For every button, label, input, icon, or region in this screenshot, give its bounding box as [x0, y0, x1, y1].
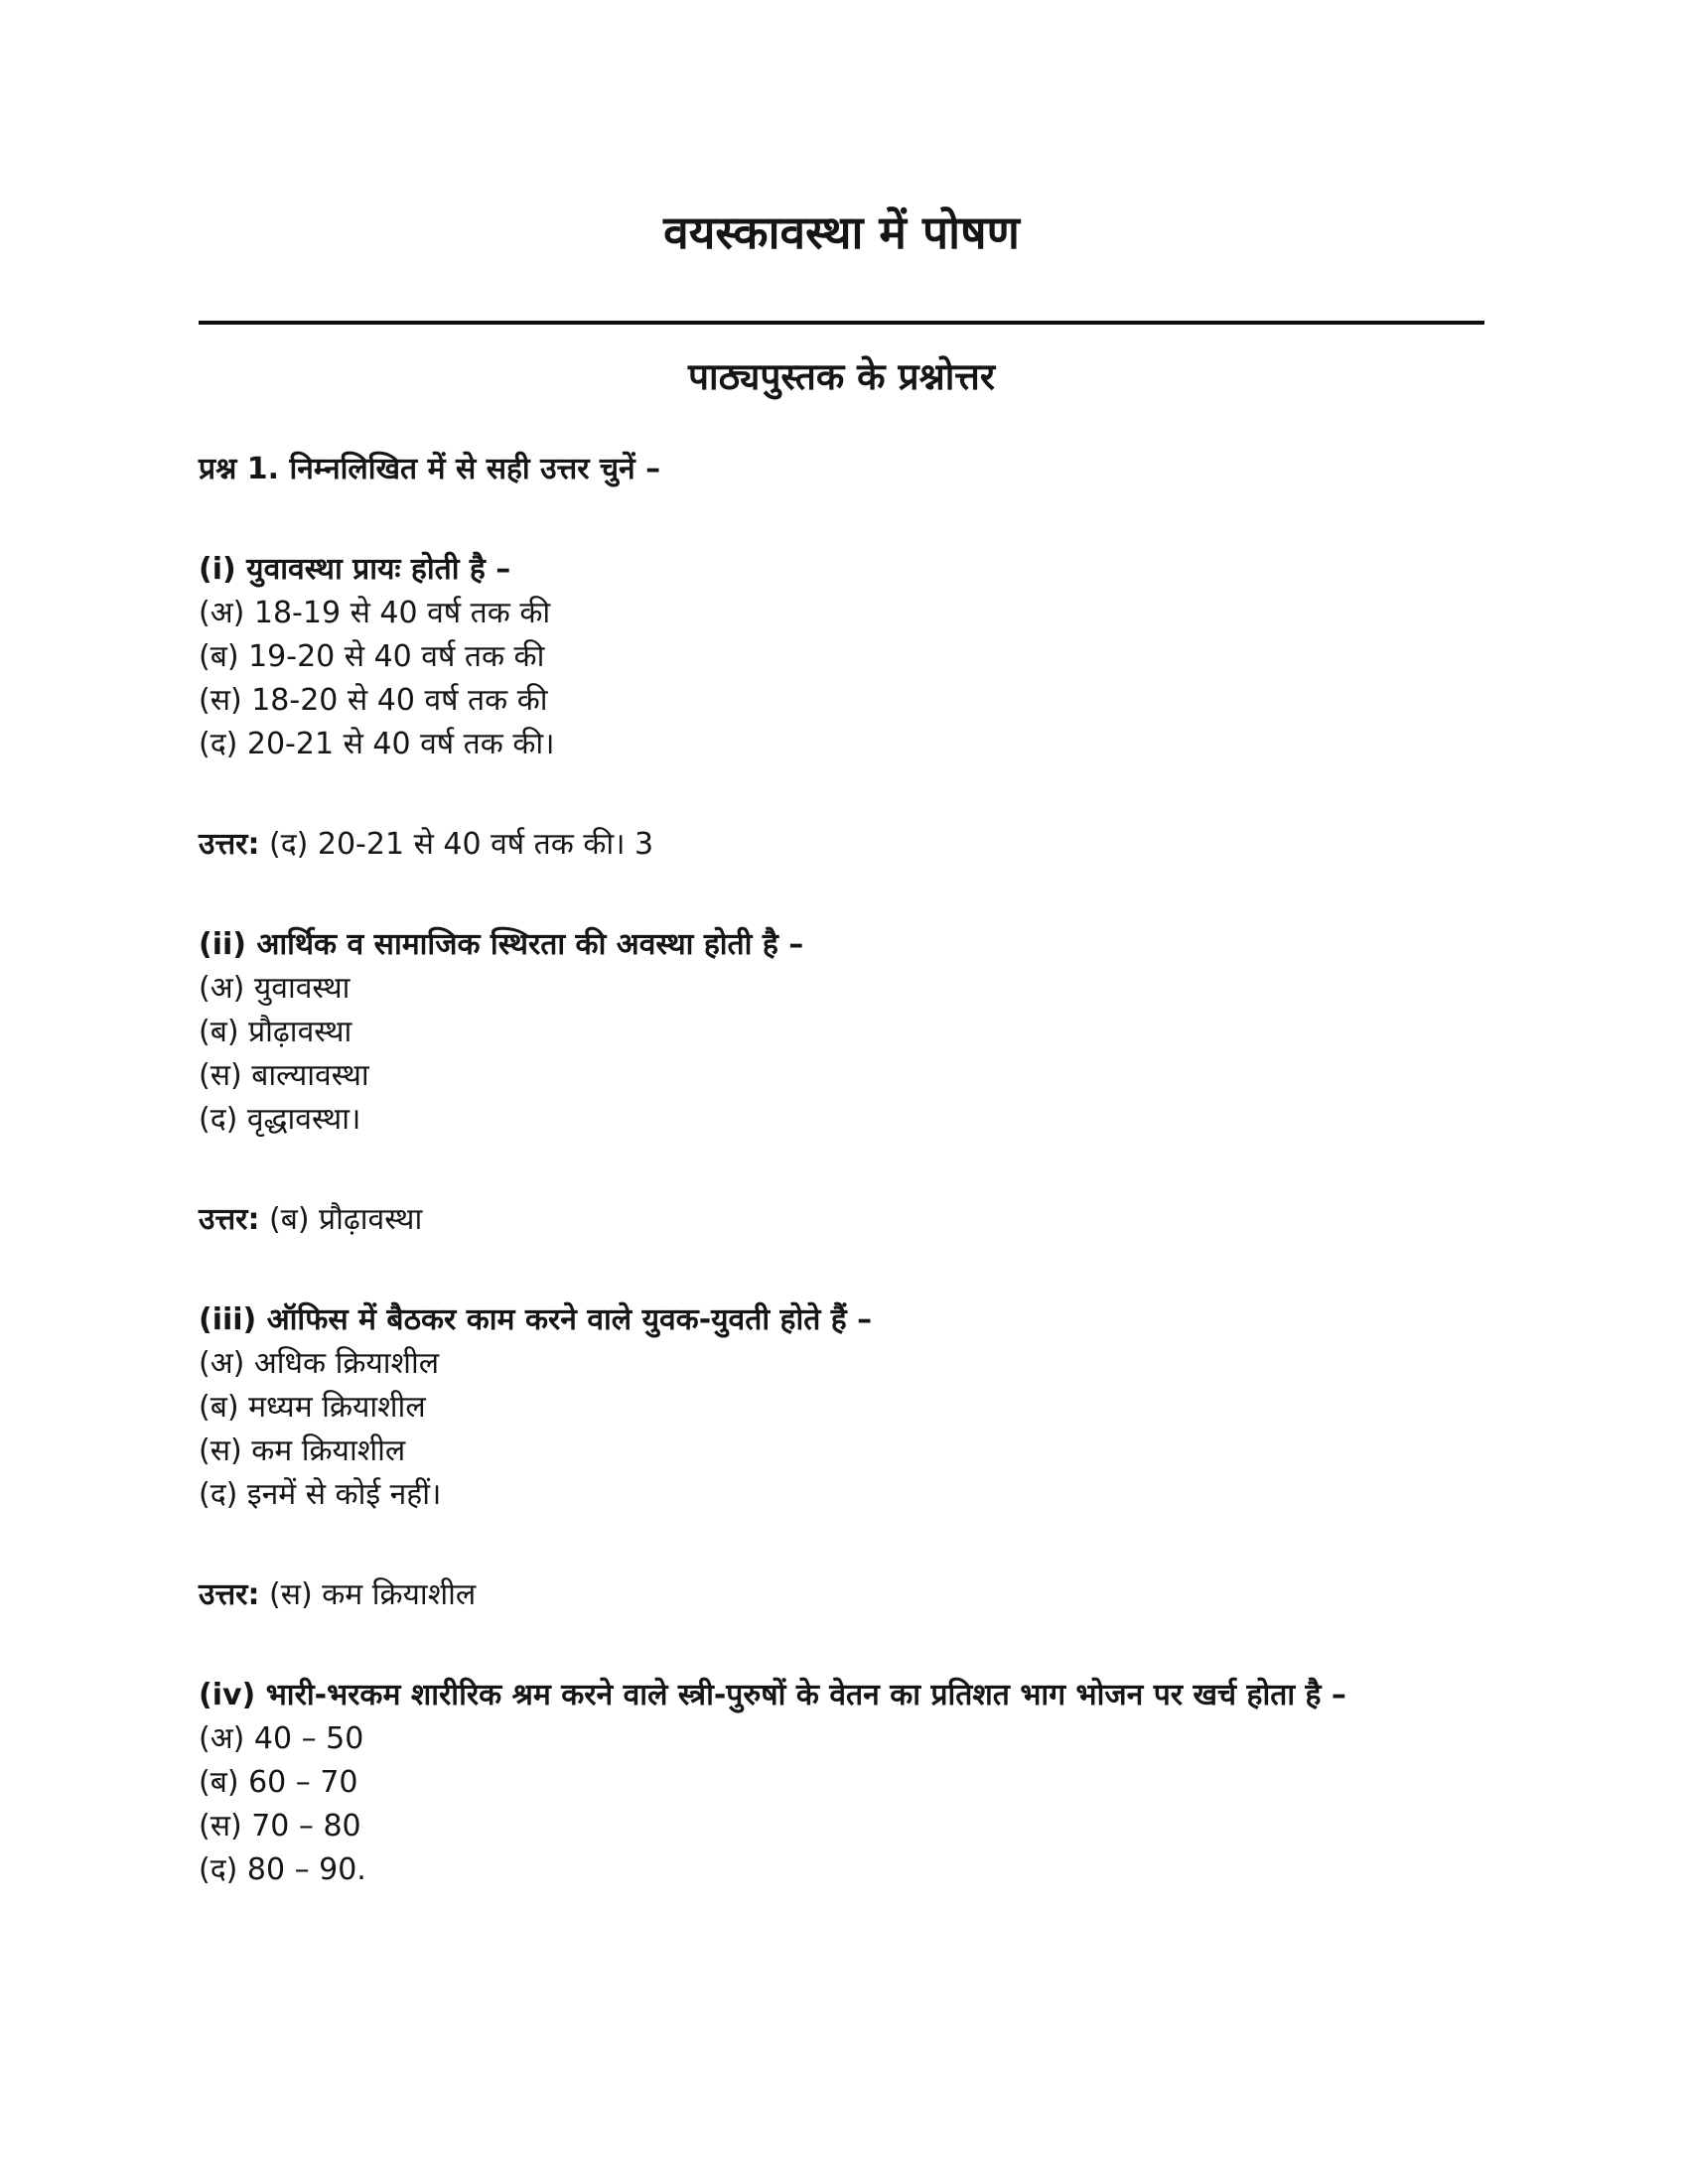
question-ii-option-a: (अ) युवावस्था [199, 971, 351, 1006]
question-iii-option-a: (अ) अधिक क्रियाशील [199, 1346, 440, 1381]
question-iii-option-d: (द) इनमें से कोई नहीं। [199, 1477, 442, 1512]
answer-i-label: उत्तर: [199, 827, 260, 862]
answer-iii-label: उत्तर: [199, 1577, 260, 1612]
question-block-ii [199, 923, 1484, 1142]
question-i-number: (i) [199, 552, 236, 587]
question-block-iii [199, 1298, 1484, 1517]
question-i-text: युवावस्था प्रायः होती है – [246, 552, 511, 587]
question-i-prompt [199, 548, 1484, 592]
question-iv-option-s: (स) 70 – 80 [199, 1809, 361, 1843]
question-iv-option-a: (अ) 40 – 50 [199, 1721, 364, 1756]
question-i-option-s: (स) 18-20 से 40 वर्ष तक की [199, 683, 548, 718]
document-title: वयस्कावस्था में पोषण [663, 205, 1020, 259]
question-iii-text: ऑफिस में बैठकर काम करने वाले युवक-युवती होते हैं – [266, 1302, 873, 1337]
section-subtitle: पाठ्यपुस्तक के प्रश्नोत्तर [688, 355, 995, 398]
question-i-option-d: (द) 20-21 से 40 वर्ष तक की। [199, 727, 555, 761]
question-iv-text: भारी-भरकम शारीरिक श्रम करने वाले स्त्री-पुरुषों के वेतन का प्रतिशत भाग भोजन पर खर्च होता है – [265, 1678, 1346, 1712]
question-iii-option-b: (ब) मध्यम क्रियाशील [199, 1390, 426, 1425]
answer-line-iii [199, 1573, 1484, 1617]
answer-line-ii [199, 1198, 1484, 1242]
question-ii-number: (ii) [199, 927, 246, 962]
question-iv-number: (iv) [199, 1678, 256, 1712]
answer-iii-text: (स) कम क्रियाशील [268, 1577, 477, 1612]
title-divider-rule [199, 321, 1484, 325]
answer-ii-label: उत्तर: [199, 1202, 260, 1237]
question-ii-option-d: (द) वृद्धावस्था। [199, 1102, 361, 1137]
question-ii-option-s: (स) बाल्यावस्था [199, 1058, 369, 1093]
answer-i-text: (द) 20-21 से 40 वर्ष तक की। 3 [268, 827, 654, 862]
question-ii-prompt [199, 923, 1484, 967]
question-iii-prompt [199, 1298, 1484, 1342]
exercise-heading: प्रश्न 1. निम्नलिखित में से सही उत्तर चुनें – [199, 452, 661, 486]
question-ii-text: आर्थिक व सामाजिक स्थिरता की अवस्था होती है – [256, 927, 804, 962]
question-iv-option-b: (ब) 60 – 70 [199, 1765, 358, 1800]
answer-ii-text: (ब) प्रौढ़ावस्था [268, 1202, 423, 1237]
question-block-iv [199, 1674, 1484, 1892]
question-iv-prompt [199, 1674, 1484, 1717]
question-iii-option-s: (स) कम क्रियाशील [199, 1433, 406, 1468]
question-block-i [199, 548, 1484, 766]
question-ii-option-b: (ब) प्रौढ़ावस्था [199, 1015, 352, 1049]
question-iii-number: (iii) [199, 1302, 257, 1337]
question-iv-option-d: (द) 80 – 90. [199, 1852, 366, 1887]
question-i-option-a: (अ) 18-19 से 40 वर्ष तक की [199, 596, 551, 630]
question-i-option-b: (ब) 19-20 से 40 वर्ष तक की [199, 639, 545, 674]
answer-line-i [199, 823, 1484, 867]
